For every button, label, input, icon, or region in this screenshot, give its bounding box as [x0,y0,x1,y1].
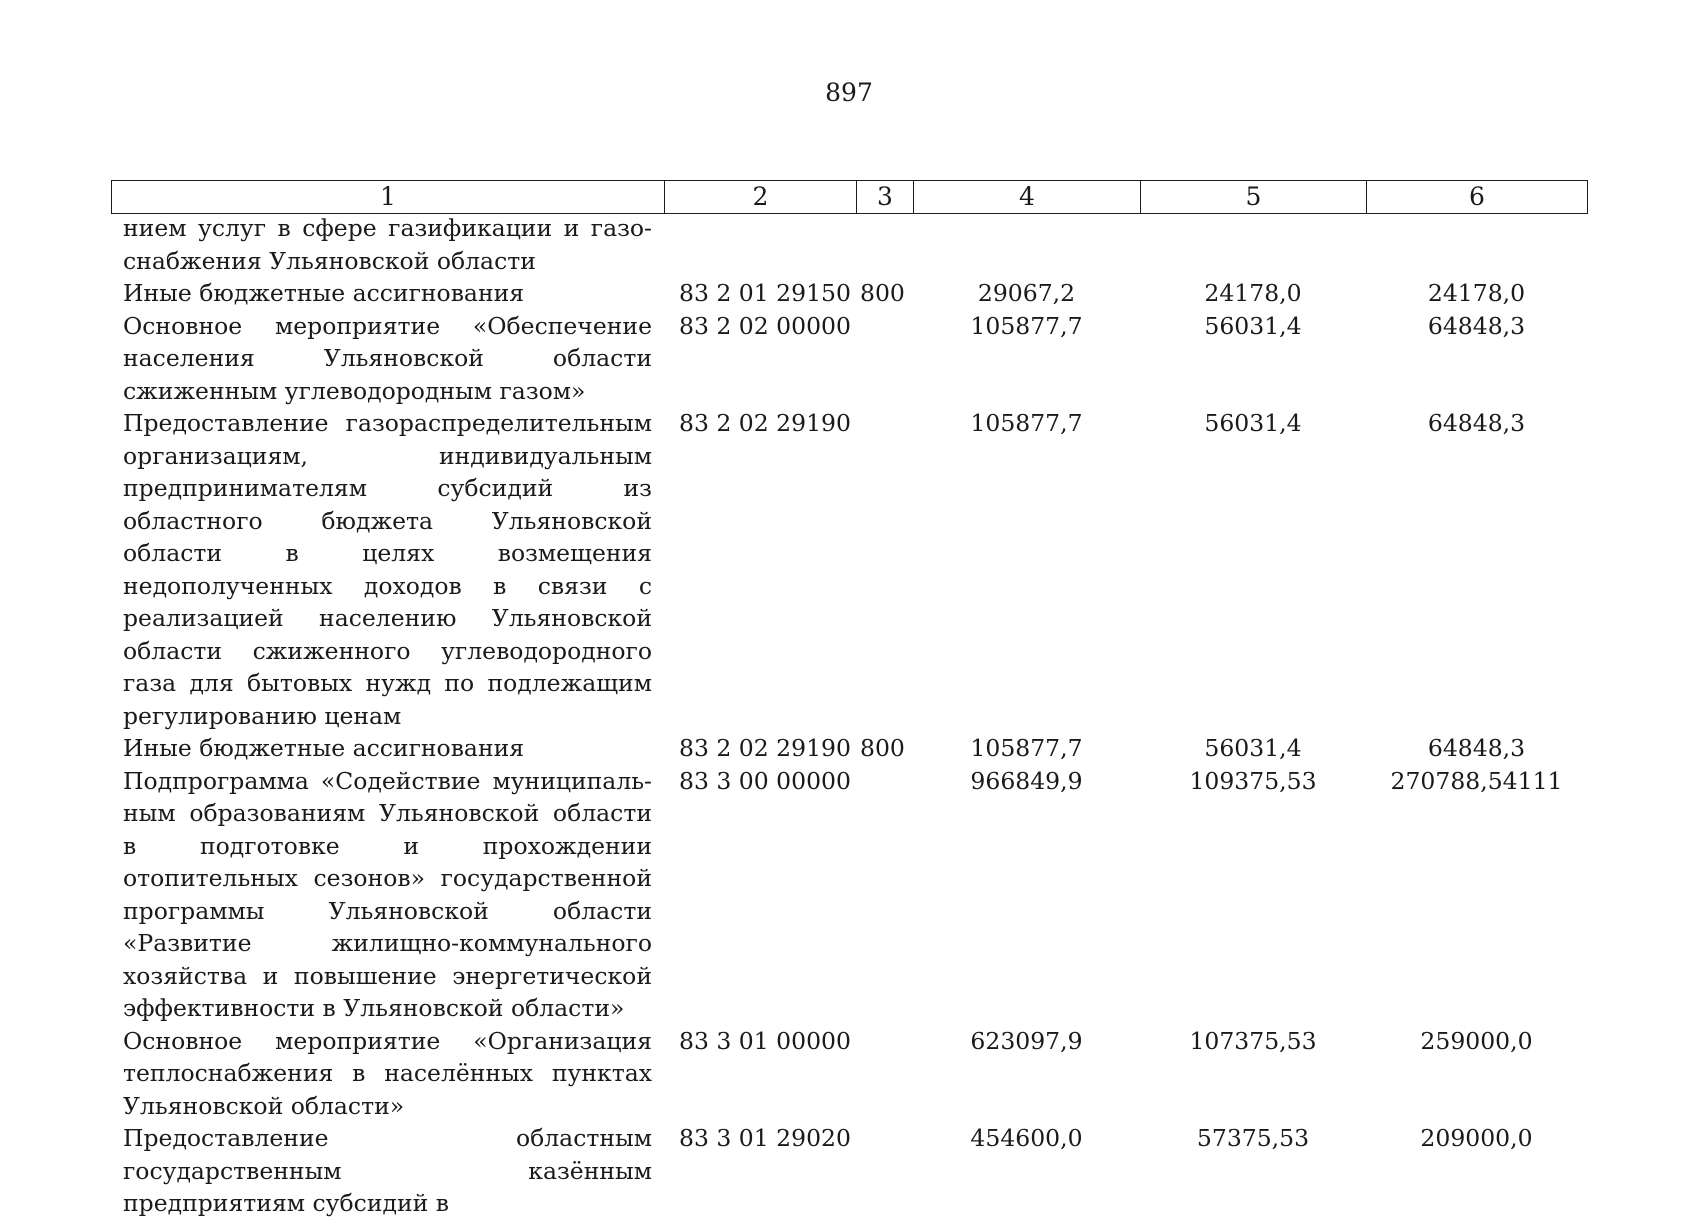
row-code: 83 3 00 00000 [679,766,851,795]
row-value-3: 24178,0 [1427,279,1526,307]
row-value-2: 107375,53 [1189,1026,1317,1055]
header-col-5: 5 [1141,181,1367,214]
header-col-2: 2 [665,181,857,214]
header-col-1: 1 [112,181,665,214]
row-code: 83 2 02 00000 [679,311,851,340]
row-name: Основное мероприятие «Организация теплоснабжения в населённых пунктах Ульяновской области» [123,1026,652,1120]
row-expense-type [856,765,913,1025]
header-col-3: 3 [857,181,914,214]
table-row [111,212,1587,277]
row-expense-type [856,310,913,408]
table-row [111,277,1587,310]
row-value-3: 259000,0 [1420,1026,1533,1055]
table-row [111,407,1587,732]
row-name: Иные бюджетные ассигнования [123,734,525,762]
page-number: 897 [825,78,873,107]
row-value-2: 24178,0 [1204,279,1302,307]
row-value-1: 105877,7 [970,734,1083,762]
row-value-1 [913,212,1140,277]
row-name: нием услуг в сфере газификации и газоснабжения Ульяновской области [123,214,652,275]
row-value-1: 966849,9 [970,766,1083,795]
row-code: 83 2 02 29190 [679,409,851,437]
row-code: 83 3 01 00000 [679,1026,851,1055]
row-name: Иные бюджетные ассигнования [123,279,525,307]
row-expense-type [856,1122,913,1220]
row-expense-type: 800 [860,734,905,762]
row-code: 83 2 01 29150 [679,279,851,307]
row-expense-type [856,407,913,732]
row-name: Предоставление газораспределительным организациям, индивидуальным предпринимателям субсидий из областного бюджета Ульяновской области в целях возмещения недополученных доходов в связи с реализацией населению Ульяновской области сжиженного углеводородного газа для бытовых нужд по подлежащим регулированию ценам [123,409,652,730]
header-col-6: 6 [1367,181,1588,214]
row-value-3: 64848,3 [1427,734,1526,762]
row-value-1: 29067,2 [977,279,1076,307]
row-value-2: 56031,4 [1204,311,1302,340]
row-expense-type [856,1025,913,1123]
row-value-1: 105877,7 [970,311,1083,340]
row-value-3: 64848,3 [1427,409,1526,437]
table-row [111,1025,1587,1123]
table-row [111,732,1587,765]
row-code: 83 3 01 29020 [679,1124,851,1152]
row-value-3: 209000,0 [1420,1124,1533,1152]
table-row [111,1122,1587,1220]
row-value-3: 64848,3 [1427,311,1526,340]
row-expense-type: 800 [860,279,905,307]
row-value-2: 57375,53 [1196,1124,1310,1152]
row-value-3 [1366,212,1587,277]
budget-table [111,212,1587,1220]
row-name: Предоставление областным государственным казённым предприятиям субсидий в [123,1124,652,1217]
row-value-1: 454600,0 [970,1124,1083,1152]
row-value-2: 56031,4 [1204,409,1302,437]
row-value-3: 270788,54111 [1390,766,1563,795]
table-row [111,310,1587,408]
row-expense-type [856,212,913,277]
row-value-2: 109375,53 [1189,766,1317,795]
header-col-4: 4 [914,181,1141,214]
header-row [112,181,1588,214]
row-name: Основное мероприятие «Обеспечение населения Ульяновской области сжиженным углеводородным газом» [123,311,652,405]
row-code [664,212,856,277]
row-value-2: 56031,4 [1204,734,1302,762]
row-value-2 [1140,212,1366,277]
row-value-1: 105877,7 [970,409,1083,437]
row-code: 83 2 02 29190 [679,734,851,762]
row-value-1: 623097,9 [970,1026,1083,1055]
column-number-header [111,180,1588,214]
table-row [111,765,1587,1025]
row-name: Подпрограмма «Содействие муниципальным образованиям Ульяновской области в подготовке и прохождении отопительных сезонов» государственной программы Ульяновской области «Развитие жилищно-коммунального хозяйства и повышение энергетической эффективности в Ульяновской области» [123,766,652,1022]
